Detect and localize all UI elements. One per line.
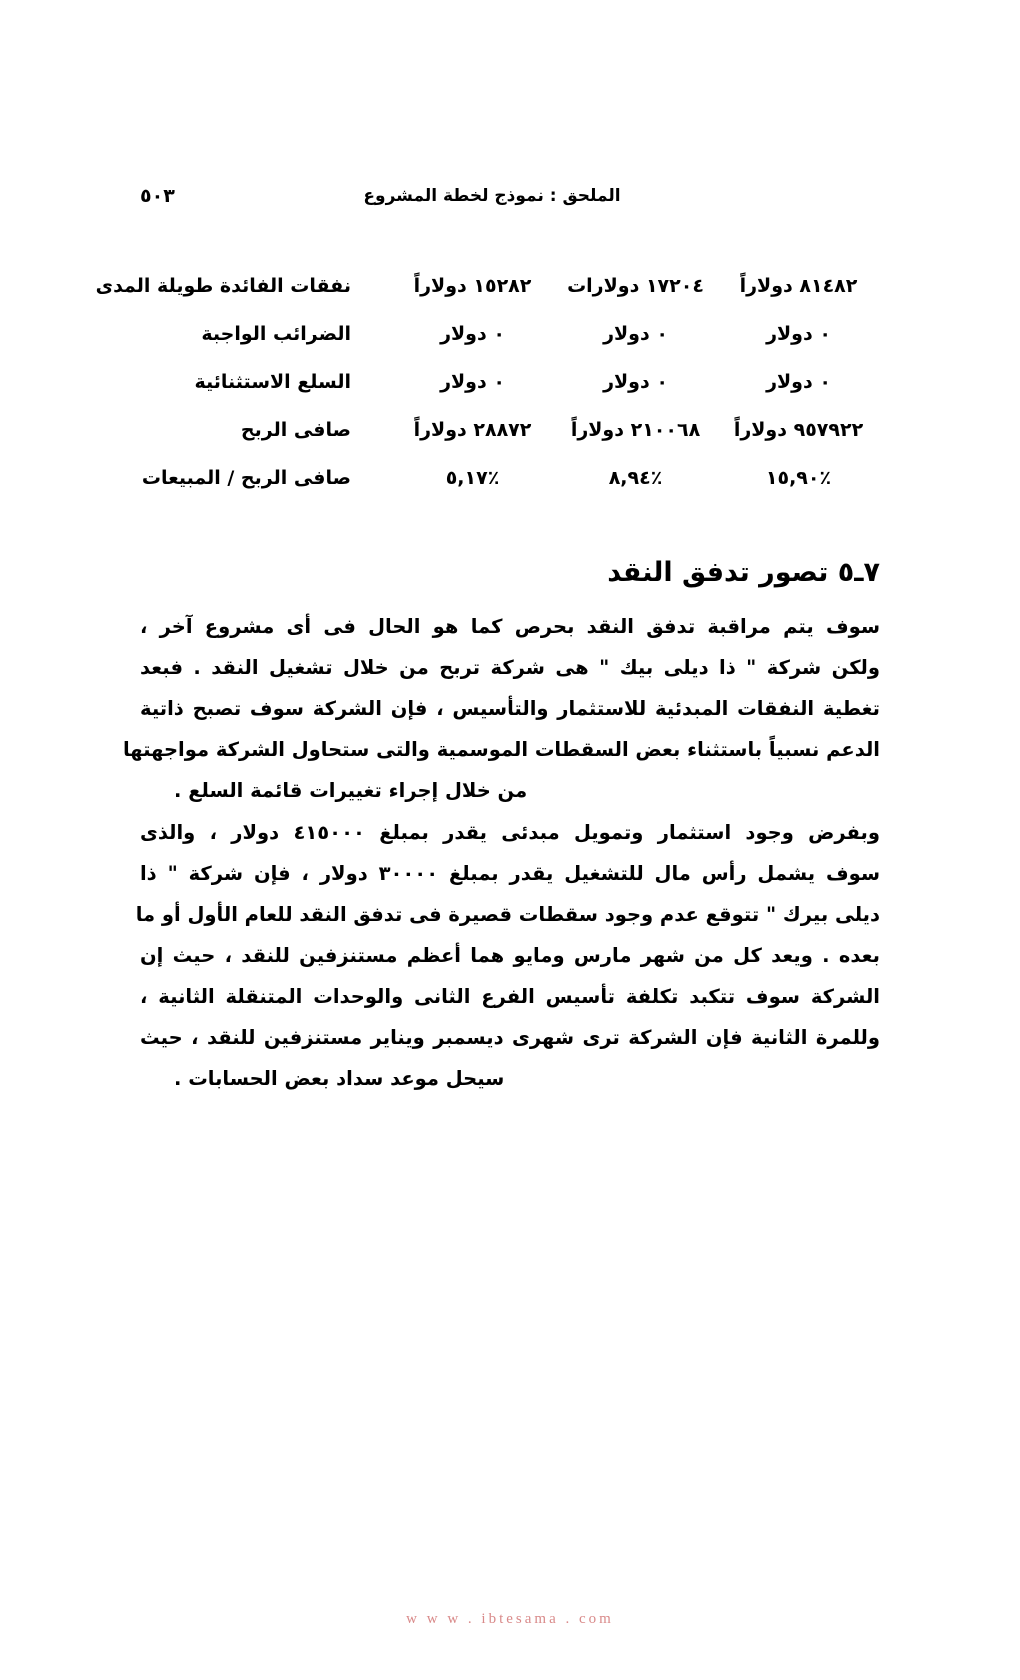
paragraph-line bbox=[135, 894, 880, 935]
paragraph-line bbox=[140, 853, 880, 894]
table-cell-year2: ٠ دولار bbox=[603, 323, 668, 345]
paragraph-line bbox=[140, 1058, 880, 1099]
line-text: الدعم نسبياً باستثناء بعض السقطات الموسمية والتى ستحاول الشركة مواجهتها bbox=[122, 738, 880, 761]
table-cell-year3: ٪١٥,٩٠ bbox=[765, 467, 832, 489]
section-heading: ٧ـ٥ تصور تدفق النقد bbox=[607, 557, 880, 588]
table-cell-year2: ٢١٠٠٦٨ دولاراً bbox=[570, 419, 701, 441]
table-row bbox=[101, 310, 880, 358]
table-row bbox=[101, 454, 880, 502]
paragraph-line bbox=[140, 812, 880, 853]
paragraph-line bbox=[140, 976, 880, 1017]
line-text: وللمرة الثانية فإن الشركة ترى شهرى ديسمبر ويناير مستنزفين للنقد ، حيث bbox=[140, 1026, 880, 1049]
table-cell-year1: ٪٥,١٧ bbox=[445, 467, 500, 489]
table-row-label: الضرائب الواجبة bbox=[201, 323, 351, 345]
line-text: الشركة سوف تتكبد تكلفة تأسيس الفرع الثانى والوحدات المتنقلة الثانية ، bbox=[140, 985, 880, 1008]
page-number: ٥٠٣ bbox=[140, 185, 175, 207]
line-text: سيحل موعد سداد بعض الحسابات . bbox=[174, 1067, 505, 1090]
paragraph-line bbox=[140, 770, 880, 811]
line-text: تغطية النفقات المبدئية للاستثمار والتأسيس ، فإن الشركة سوف تصبح ذاتية bbox=[140, 697, 880, 720]
paragraph-line bbox=[122, 729, 880, 770]
paragraph-initial-funding bbox=[135, 812, 880, 1099]
table-cell-year1: ٢٨٨٧٢ دولاراً bbox=[413, 419, 532, 441]
table-cell-year3: ٨١٤٨٢ دولاراً bbox=[739, 275, 858, 297]
table-row-label: صافى الربح / المبيعات bbox=[141, 467, 351, 489]
table-row bbox=[101, 406, 880, 454]
table-cell-year3: ٩٥٧٩٢٢ دولاراً bbox=[733, 419, 864, 441]
line-text: سوف يتم مراقبة تدفق النقد بحرص كما هو الحال فى أى مشروع آخر ، bbox=[140, 615, 880, 638]
paragraph-cash-flow-overview bbox=[122, 606, 880, 811]
table-row-label: السلع الاستثنائية bbox=[194, 371, 351, 393]
table-row bbox=[101, 358, 880, 406]
table-row bbox=[101, 262, 880, 310]
paragraph-line bbox=[140, 647, 880, 688]
paragraph-line bbox=[140, 935, 880, 976]
running-head-title: الملحق : نموذج لخطة المشروع bbox=[363, 186, 621, 206]
line-text: من خلال إجراء تغييرات قائمة السلع . bbox=[174, 779, 528, 802]
line-text: بعده . ويعد كل من شهر مارس ومايو هما أعظم مستنزفين للنقد ، حيث إن bbox=[140, 944, 880, 967]
table-row-label: نفقات الفائدة طويلة المدى bbox=[95, 275, 351, 297]
line-text: ديلى بيرك " تتوقع عدم وجود سقطات قصيرة فى تدفق النقد للعام الأول أو ما bbox=[135, 903, 880, 926]
table-cell-year2: ٠ دولار bbox=[603, 371, 668, 393]
table-cell-year3: ٠ دولار bbox=[766, 323, 831, 345]
table-row-label: صافى الربح bbox=[240, 419, 351, 441]
table-cell-year2: ١٧٢٠٤ دولارات bbox=[567, 275, 704, 297]
table-body bbox=[95, 262, 880, 502]
line-text: سوف يشمل رأس مال للتشغيل يقدر بمبلغ ٣٠٠٠٠ دولار ، فإن شركة " ذا bbox=[140, 862, 880, 885]
table-cell-year1: ٠ دولار bbox=[440, 371, 505, 393]
table-cell-year3: ٠ دولار bbox=[766, 371, 831, 393]
footer-watermark: w w w . ibtesama . com bbox=[406, 1611, 614, 1627]
table-cell-year1: ٠ دولار bbox=[440, 323, 505, 345]
line-text: ولكن شركة " ذا ديلى بيك " هى شركة تربح من خلال تشغيل النقد . فبعد bbox=[140, 656, 880, 679]
paragraph-line bbox=[140, 606, 880, 647]
table-cell-year2: ٪٨,٩٤ bbox=[608, 467, 663, 489]
running-head bbox=[140, 182, 880, 212]
paragraph-line bbox=[140, 1017, 880, 1058]
line-text: وبفرض وجود استثمار وتمويل مبدئى يقدر بمبلغ ٤١٥٠٠٠ دولار ، والذى bbox=[140, 821, 880, 844]
paragraph-line bbox=[140, 688, 880, 729]
table-cell-year1: ١٥٢٨٢ دولاراً bbox=[413, 275, 532, 297]
financial-summary-table bbox=[95, 262, 880, 502]
